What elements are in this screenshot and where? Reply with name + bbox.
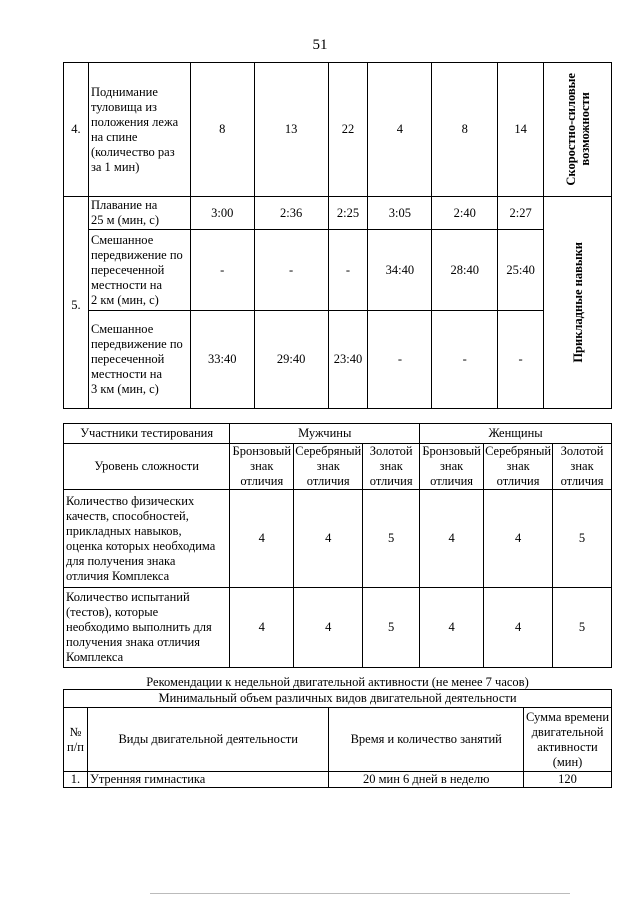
level-header: Золотой знак отличия bbox=[363, 444, 420, 490]
table-header-row bbox=[64, 424, 612, 444]
value-cell: 23:40 bbox=[328, 311, 368, 409]
value-cell: 4 bbox=[294, 490, 363, 588]
scan-edge-line bbox=[150, 893, 570, 894]
category-label: Скоростно-силовые возможности bbox=[563, 73, 592, 186]
table-row bbox=[64, 490, 612, 588]
award-requirements-table bbox=[63, 423, 612, 668]
row-label: Количество физических качеств, способностей, прикладных навыков, оценка которых необходима для получения знака отличия Комплекса bbox=[64, 490, 230, 588]
level-header: Серебряный знак отличия bbox=[295, 444, 362, 488]
value-cell: - bbox=[254, 230, 328, 311]
table-row bbox=[64, 311, 612, 409]
table-row bbox=[64, 63, 612, 197]
category-cell bbox=[544, 197, 612, 409]
value-cell: 4 bbox=[484, 588, 553, 668]
value-cell: 2:25 bbox=[328, 197, 368, 230]
total-time-header: Сумма времени двигательной активности (мин) bbox=[524, 708, 612, 772]
activity-table bbox=[63, 689, 612, 788]
row-number: 4. bbox=[64, 63, 89, 197]
value-cell: 2:27 bbox=[498, 197, 544, 230]
value-cell: 5 bbox=[553, 588, 612, 668]
standards-table bbox=[63, 62, 612, 409]
value-cell: 5 bbox=[363, 490, 420, 588]
value-cell: 13 bbox=[254, 63, 328, 197]
table-row bbox=[64, 230, 612, 311]
value-cell: - bbox=[368, 311, 432, 409]
value-cell: 4 bbox=[420, 588, 484, 668]
category-cell bbox=[544, 63, 612, 197]
value-cell: - bbox=[498, 311, 544, 409]
value-cell: - bbox=[432, 311, 498, 409]
value-cell: 25:40 bbox=[498, 230, 544, 311]
value-cell: 4 bbox=[368, 63, 432, 197]
value-cell: 8 bbox=[190, 63, 254, 197]
activity-total: 120 bbox=[524, 772, 612, 788]
women-header: Женщины bbox=[420, 424, 612, 444]
activity-time: 20 мин 6 дней в неделю bbox=[329, 772, 524, 788]
activity-table-title: Минимальный объем различных видов двигательной деятельности bbox=[64, 690, 612, 708]
value-cell: 4 bbox=[420, 490, 484, 588]
value-cell: 4 bbox=[230, 588, 294, 668]
men-header: Мужчины bbox=[230, 424, 420, 444]
number-header: № п/п bbox=[64, 708, 88, 772]
category-label: Прикладные навыки bbox=[570, 242, 585, 363]
value-cell: 34:40 bbox=[368, 230, 432, 311]
value-cell: 5 bbox=[553, 490, 612, 588]
exercise-name: Плавание на 25 м (мин, с) bbox=[88, 197, 190, 230]
level-header: Бронзовый знак отличия bbox=[230, 444, 294, 490]
value-cell: 28:40 bbox=[432, 230, 498, 311]
value-cell: 29:40 bbox=[254, 311, 328, 409]
level-header: Серебряный знак отличия bbox=[485, 444, 552, 488]
exercise-name: Поднимание туловища из положения лежа на спине (количество раз за 1 мин) bbox=[88, 63, 190, 197]
row-number: 5. bbox=[64, 197, 89, 409]
value-cell: 8 bbox=[432, 63, 498, 197]
value-cell: - bbox=[190, 230, 254, 311]
table-header-row bbox=[64, 444, 612, 490]
value-cell: 5 bbox=[363, 588, 420, 668]
value-cell: 14 bbox=[498, 63, 544, 197]
activity-kind: Утренняя гимнастика bbox=[87, 772, 328, 788]
table-header-row bbox=[64, 690, 612, 708]
time-header: Время и количество занятий bbox=[329, 708, 524, 772]
value-cell: 33:40 bbox=[190, 311, 254, 409]
value-cell: 3:00 bbox=[190, 197, 254, 230]
table-row bbox=[64, 772, 612, 788]
recommendations-caption: Рекомендации к недельной двигательной активности (не менее 7 часов) bbox=[146, 675, 529, 689]
value-cell: 3:05 bbox=[368, 197, 432, 230]
value-cell: 2:36 bbox=[254, 197, 328, 230]
difficulty-header: Уровень сложности bbox=[64, 444, 230, 490]
value-cell: - bbox=[328, 230, 368, 311]
row-label: Количество испытаний (тестов), которые необходимо выполнить для получения знака отличия Комплекса bbox=[64, 588, 230, 668]
participants-header: Участники тестирования bbox=[64, 424, 230, 444]
exercise-name: Смешанное передвижение по пересеченной местности на 2 км (мин, с) bbox=[88, 230, 190, 311]
table-header-row bbox=[64, 708, 612, 772]
row-number: 1. bbox=[64, 772, 88, 788]
activity-kind-header: Виды двигательной деятельности bbox=[87, 708, 328, 772]
page-number: 51 bbox=[312, 37, 328, 53]
value-cell: 22 bbox=[328, 63, 368, 197]
value-cell: 2:40 bbox=[432, 197, 498, 230]
value-cell: 4 bbox=[294, 588, 363, 668]
value-cell: 4 bbox=[484, 490, 553, 588]
table-row bbox=[64, 588, 612, 668]
level-header: Золотой знак отличия bbox=[553, 444, 612, 490]
exercise-name: Смешанное передвижение по пересеченной местности на 3 км (мин, с) bbox=[88, 311, 190, 409]
level-header: Бронзовый знак отличия bbox=[420, 444, 484, 490]
table-row bbox=[64, 197, 612, 230]
value-cell: 4 bbox=[230, 490, 294, 588]
